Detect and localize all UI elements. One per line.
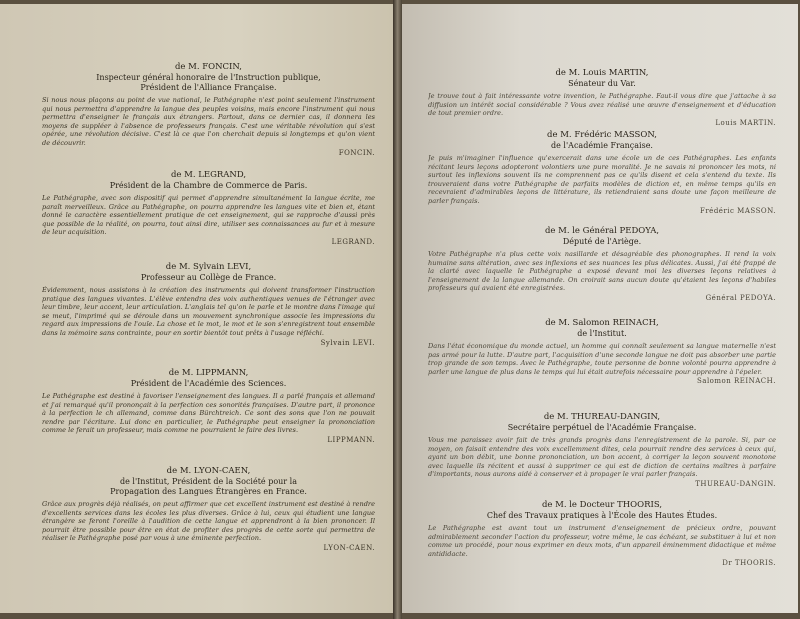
testimonial-0 <box>402 68 798 128</box>
right-page <box>402 4 798 613</box>
testimonial-3 <box>0 368 393 445</box>
testimonial-author: de M. Salomon REINACH, <box>545 318 659 328</box>
testimonial-1 <box>402 130 798 216</box>
author-title-line: Chef des Travaux pratiques à l'École des Hautes Études. <box>486 511 718 520</box>
testimonial-signature: Général PEDOYA. <box>705 293 776 302</box>
testimonial-signature: LEGRAND. <box>331 237 375 246</box>
testimonial-author: de M. LYON-CAEN, <box>166 466 251 476</box>
author-title-line: Président de l'Académie des Sciences. <box>130 379 287 388</box>
testimonial-signature: THUREAU-DANGIN. <box>695 479 776 488</box>
testimonial-signature: Frédéric MASSON. <box>699 206 776 215</box>
testimonial-text: Vous me paraissez avoir fait de très grands progrès dans l'enregistrement de la parole. Si, par ce moyen, on faisait entendre des voix excellemment dites, cela pourrait rendre des services à ceux qui, ayant un bon débit, une bonne prononciation, un bon accent, à corriger la leçon souvent monotone avec laquelle ils récitent et aussi à supprimer ce qui est de diction de certains maîtres à parfaire d'importants, nous aurons aidé à conserver et à propager le vrai parler français. <box>428 436 776 479</box>
left-page <box>0 4 393 613</box>
author-title-line: Député de l'Ariège. <box>562 237 642 246</box>
testimonial-signature: Louis MARTIN. <box>715 118 776 127</box>
testimonial-signature: Salomon REINACH. <box>696 377 776 386</box>
testimonial-text: Votre Pathégraphe n'a plus cette voix nasillarde et désagréable des phonographes. Il rend la voix humaine sans altération, avec ses inflexions et ses nuances les plus délicates. Aussi, j'ai été frappé de la clarté avec laquelle le Pathégraphe a exposé devant moi les diverses leçons relatives à l'enseignement de la langue allemande. On croirait sans aucun doute qu'étaient les leçons d'habiles professeurs qui avaient été enregistrées. <box>428 250 776 293</box>
testimonial-author: de M. Louis MARTIN, <box>555 68 649 78</box>
author-title-line: de l'Académie Française. <box>551 141 653 150</box>
testimonial-author: de M. Frédéric MASSON, <box>547 130 657 140</box>
testimonial-text: Grâce aux progrès déjà réalisés, on peut affirmer que cet excellent instrument est destiné à rendre d'excellents services dans les écoles les plus diverses. Grâce à lui, ceux qui étudient une langue étrangère se feront l'oreille à l'audition de cette langue et apprendront à la bien prononcer. Il pourrait être possible pour être en état de profiter des progrès de cette sorte qui permettra de réaliser le Pathégraphe posé par vous à une éminente perfection. <box>42 500 375 543</box>
author-title-line: Président de la Chambre de Commerce de Paris. <box>109 181 308 190</box>
testimonial-signature: FONCIN. <box>338 148 375 157</box>
author-title-line: de l'Institut. <box>577 329 627 338</box>
testimonial-text: Je puis m'imaginer l'influence qu'exercerait dans une école un de ces Pathégraphes. Les enfants récitant leurs leçons adopteront volontiers une pure moralité. Je ne savais ni prononcer les mots, ni surtout les inflexions souvent ils ne comprennent pas ce qu'ils disent et cela s'entend du texte. Ils trouveraient dans votre Pathégraphe de parfaits modèles de diction et, en même temps qu'ils en recevraient d'admirables leçons de littérature, ils retiendraient sans doute une façon meilleure de parler français. <box>428 154 776 205</box>
testimonial-4 <box>402 412 798 489</box>
testimonial-1 <box>0 170 393 247</box>
author-title-line: Professeur au Collège de France. <box>140 273 277 282</box>
testimonial-3 <box>402 318 798 386</box>
testimonial-author: de M. FONCIN, <box>174 62 243 72</box>
testimonial-text: Le Pathégraphe, avec son dispositif qui permet d'apprendre simultanément la langue écrite, me paraît merveilleux. Grâce au Pathégraphe, on pourra apprendre les langues vite et bien et, étant donné le caractère essentiellement pratique de cet enseignement, qui se rapproche d'aussi près que possible de la réalité, on pourra, tout ainsi dire, utiliser ses connaissances au fur et à mesure de leur acquisition. <box>42 194 375 237</box>
author-title-line: de l'Institut, Président de la Société pour la <box>119 477 297 486</box>
testimonial-signature: LYON-CAEN. <box>323 543 375 552</box>
author-title-line: Propagation des Langues Étrangères en France. <box>110 487 307 496</box>
testimonial-text: Si nous nous plaçons au point de vue national, le Pathégraphe n'est point seulement l'instrument qui nous permettra d'apprendre la langue des peuples voisins, mais encore l'instrument qui nous permettra d'enseigner le français aux étrangers. Partout, dans ce dernier cas, il donnera les moyens de suppléer à l'absence de professeurs français. C'est une véritable révolution qui s'est opérée, une révolution décisive. C'est là ce que l'on cherchait depuis si longtemps et qu'on vient de découvrir. <box>42 96 375 147</box>
testimonial-author: de M. le Général PEDOYA, <box>544 226 660 236</box>
testimonial-text: Dans l'état économique du monde actuel, un homme qui connaît seulement sa langue maternelle n'est pas armé pour la lutte. D'autre part, l'acquisition d'une seconde langue ne doit pas absorber une partie trop grande de son temps. Avec le Pathégraphe, toute personne de bonne volonté pourra apprendre à parler une langue de plus dans le temps qui lui était autrefois nécessaire pour apprendre à l'épeler. <box>428 342 776 376</box>
testimonial-author: de M. THUREAU-DANGIN, <box>543 412 661 422</box>
book-gutter <box>393 0 402 619</box>
testimonial-author: de M. Sylvain LEVI, <box>165 262 252 272</box>
testimonial-author: de M. LIPPMANN, <box>168 368 249 378</box>
testimonial-author: de M. LEGRAND, <box>170 170 247 180</box>
author-title-line: Sénateur du Var. <box>568 79 636 88</box>
testimonial-4 <box>0 466 393 553</box>
testimonial-signature: LIPPMANN. <box>327 435 375 444</box>
testimonial-text: Le Pathégraphe est destiné à favoriser l'enseignement des langues. Il a parlé français et allemand et j'ai remarqué qu'il prononçait à la perfection ces sonorités françaises. D'autre part, il prononce à la perfection le ch allemand, comme dans Bürchtreich. Ce sont des sons que l'on ne pouvait rendre par l'écriture. Lui donc en particulier, le Pathégraphe peut enseigner la prononciation comme le ferait un professeur, mais comme ne pourraient le faire des livres. <box>42 392 375 435</box>
author-title-line: Inspecteur général honoraire de l'Instruction publique, <box>96 73 321 82</box>
testimonial-2 <box>0 262 393 348</box>
testimonial-text: Je trouve tout à fait intéressante votre invention, le Pathégraphe. Faut-il vous dire que j'attache à sa diffusion un intérêt social considérable ? Vous avez réalisé une œuvre d'enseignement et d'éducation de tout premier ordre. <box>428 92 776 118</box>
testimonial-2 <box>402 226 798 303</box>
author-title-line: Président de l'Alliance Française. <box>140 83 277 92</box>
testimonial-signature: Sylvain LEVI. <box>320 338 375 347</box>
testimonial-text: Évidemment, nous assistons à la création des instruments qui doivent transformer l'instruction pratique des langues vivantes. L'élève entendra des voix authentiques venues de l'étranger avec leur timbre, leur accent, leur articulation. L'anglais tel qu'on le parle et le montre dans l'image qui se meut, l'imprimé qui se déroule dans un mouvement synchronique associe les impressions du regard aux impressions de l'ouïe. La chose et le mot, le mot et le son s'enregistrent tout ensemble dans la mémoire sans contrainte, pour en sortir bientôt tout prêts à l'usage réfléchi. <box>42 286 375 337</box>
testimonial-text: Le Pathégraphe est avant tout un instrument d'enseignement de précieux ordre, pouvant admirablement seconder l'action du professeur, votre même, le cas échéant, se substituer à lui et non comme un procédé, pour nous exprimer en deux mots, d'un appareil éminemment didactique et même antididacte. <box>428 524 776 558</box>
author-title-line: Secrétaire perpétuel de l'Académie Française. <box>507 423 697 432</box>
testimonial-0 <box>0 62 393 158</box>
testimonial-author: de M. le Docteur THOORIS, <box>541 500 663 510</box>
testimonial-signature: Dr THOORIS. <box>722 559 776 568</box>
testimonial-5 <box>402 500 798 568</box>
